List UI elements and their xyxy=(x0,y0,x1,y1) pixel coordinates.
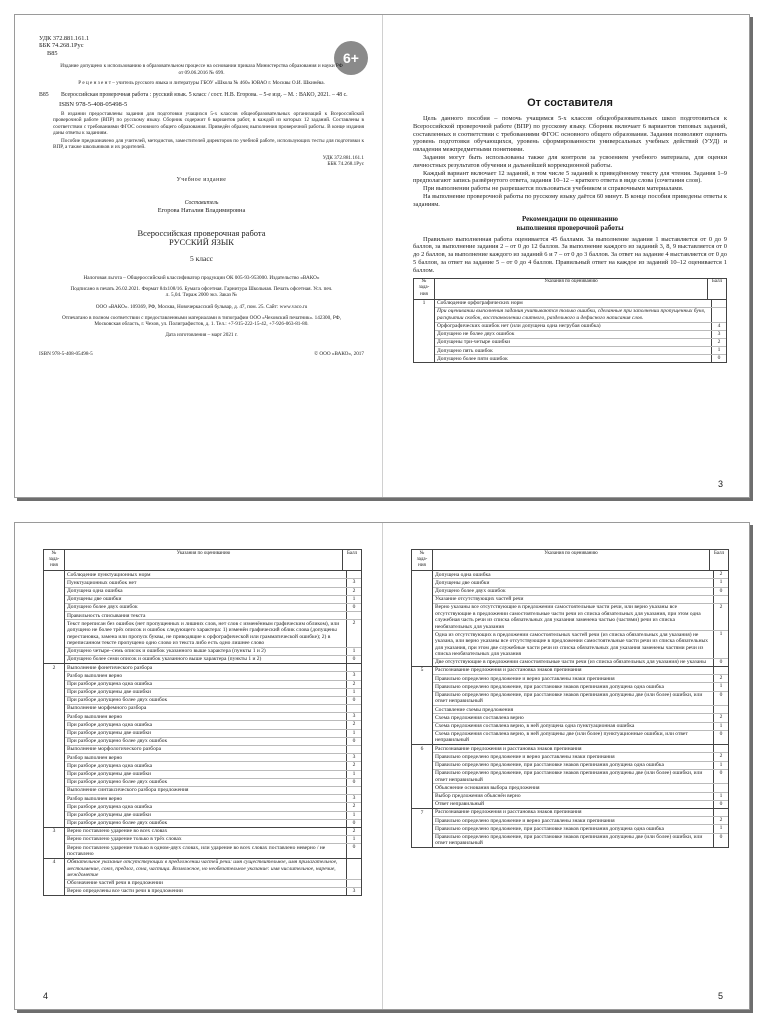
criterion-text: Правильно определено предложение и верно расставлены знаки препинания xyxy=(435,753,615,760)
task-criteria xyxy=(65,664,362,828)
criterion-text: Схема предложения составлена верно, в ней допущена одна пунктуационная ошибка xyxy=(435,722,635,729)
criterion-row xyxy=(435,300,726,308)
author-code-2: В85 xyxy=(39,92,49,99)
criterion-row xyxy=(433,801,728,808)
criterion-score: 1 xyxy=(711,347,726,354)
task-row xyxy=(44,827,362,858)
criterion-text: Правильность списывания текста xyxy=(67,612,146,619)
task-number: 2 xyxy=(44,664,65,828)
criterion-text: Выполнение морфологического разбора xyxy=(67,746,162,753)
criterion-text: Допущено более семи описок и ошибок указанного выше характера (пункты 1 и 2) xyxy=(67,656,262,663)
criterion-row xyxy=(433,683,728,691)
criterion-row xyxy=(65,820,361,827)
bottom-spread xyxy=(14,522,750,1010)
criterion-row xyxy=(65,596,361,604)
criterion-score: 2 xyxy=(346,803,361,810)
criterion-text: Допущены три-четыре ошибки xyxy=(437,339,511,346)
age-rating-badge: 6+ xyxy=(334,41,368,75)
criterion-row xyxy=(65,721,361,729)
preface-heading: От составителя xyxy=(527,97,613,109)
criterion-text: При разборе допущены две ошибки xyxy=(67,730,151,737)
criterion-text: Допущены две ошибки xyxy=(435,579,490,586)
criterion-row xyxy=(433,753,728,761)
criterion-score: 0 xyxy=(346,779,361,786)
criterion-row xyxy=(435,323,726,331)
criterion-row xyxy=(433,825,728,833)
criterion-text: Распознавание предложения и расстановка знаков препинания xyxy=(435,809,582,816)
criterion-text: Соблюдение пунктуационных норм xyxy=(67,571,151,578)
criterion-row xyxy=(65,620,361,647)
criterion-row xyxy=(65,713,361,721)
criterion-score: 3 xyxy=(346,579,361,586)
criterion-text: Верно поставлено ударение только в трёх словах xyxy=(67,836,182,843)
criterion-score: 0 xyxy=(713,801,728,808)
criterion-text: Допущено пять ошибок xyxy=(437,347,493,354)
task-row xyxy=(412,809,729,848)
criterion-row xyxy=(65,888,361,895)
criterion-score: 1 xyxy=(713,631,728,657)
criterion-text: Соблюдение орфографических норм xyxy=(437,300,523,307)
task-row xyxy=(44,664,362,828)
col-instructions: Указания по оцениванию xyxy=(435,278,708,299)
task-row xyxy=(412,666,729,744)
criterion-score xyxy=(713,784,728,791)
bbk-code-2: ББК 74.268.1Рус xyxy=(327,160,364,167)
task-criteria xyxy=(433,745,729,809)
criterion-score: 2 xyxy=(346,828,361,835)
scoring-table-page-5 xyxy=(411,549,729,848)
udk-code: УДК 372.881.161.1 xyxy=(39,35,90,42)
author-code: В85 xyxy=(47,49,58,57)
criterion-text: Правильно определено предложение, при расстановке знаков препинания допущены две (или более) ошибки, или ответ неправильный xyxy=(435,833,703,847)
criterion-text: Верно указаны все отсутствующие в предложении самостоятельные части речи, или верно указаны все отсутствующие в предложении самостоятельные части речи из списка обязательных для указания, при этом одна служебная часть речи из списка обязательных для указания заменена частью (частями) речи из списка необязательных для указания xyxy=(435,604,701,630)
edition-type: Учебное издание xyxy=(176,177,227,184)
criterion-text: Правильно определено предложение и верно расставлены знаки препинания xyxy=(435,817,615,824)
criterion-score: 2 xyxy=(346,620,361,646)
criterion-score: 2 xyxy=(713,675,728,682)
task-criteria xyxy=(435,299,727,363)
criterion-text: Верно поставлено ударение во всех словах xyxy=(67,828,168,835)
annotation-2: Пособие предназначено для учителей, методистов, заместителей директоров по учебной работе, использующих тесты для подготовки к ВПР, а также школьников и их родителей. xyxy=(53,138,364,151)
page-number: 5 xyxy=(717,991,723,1001)
criterion-row xyxy=(65,754,361,762)
criterion-text: Составление схемы предложения xyxy=(435,706,514,713)
task-criteria xyxy=(433,809,729,848)
scoring-page-5 xyxy=(383,523,749,1009)
criterion-score: 4 xyxy=(711,323,726,330)
criterion-row xyxy=(433,784,728,792)
criterion-row xyxy=(65,762,361,770)
page-number: 4 xyxy=(43,991,49,1001)
criterion-text: Объяснение основания выбора предложения xyxy=(435,784,540,791)
criterion-text: При разборе допущены две ошибки xyxy=(67,770,151,777)
criterion-score xyxy=(713,596,728,603)
criterion-row xyxy=(65,787,361,795)
criterion-text: Правильно определено предложение, при расстановке знаков препинания допущены две (или более) ошибки, или ответ неправильный xyxy=(435,691,703,705)
criterion-score xyxy=(711,308,726,322)
preface-page xyxy=(383,15,749,497)
task-number: 7 xyxy=(412,809,433,848)
criterion-row xyxy=(435,339,726,347)
criterion-text: Выполнение синтаксического разбора предложения xyxy=(67,787,189,794)
criterion-text: Две отсутствующие в предложении самостоятельные части речи (из списка обязательных для указания) не указаны xyxy=(435,659,706,666)
recommendations-title-line-2: выполнения проверочной работы xyxy=(516,223,624,232)
criterion-text: Ответ неправильный xyxy=(435,801,485,808)
task-number: 6 xyxy=(412,745,433,809)
criterion-text: Распознавание предложения и расстановка знаков препинания xyxy=(435,667,582,674)
task-criteria xyxy=(65,827,362,858)
criterion-row xyxy=(65,697,361,705)
criterion-score: 1 xyxy=(346,836,361,843)
criterion-row xyxy=(65,844,361,858)
isbn-bottom: ISBN 978-5-408-05498-5 xyxy=(39,350,93,357)
criterion-row xyxy=(65,648,361,656)
criterion-text: Допущено более пяти ошибок xyxy=(437,355,508,362)
criterion-score xyxy=(346,859,361,879)
criterion-text: Орфографических ошибок нет (или допущена одна негрубая ошибка) xyxy=(437,322,601,329)
criterion-score: 2 xyxy=(713,714,728,721)
criterion-row xyxy=(433,834,728,848)
criterion-score: 2 xyxy=(346,762,361,769)
task-criteria xyxy=(65,571,362,664)
criterion-text: Пунктуационных ошибок нет xyxy=(67,579,137,586)
criterion-score: 1 xyxy=(713,762,728,769)
criterion-row xyxy=(65,681,361,689)
criterion-row xyxy=(433,692,728,707)
criterion-score: 1 xyxy=(713,723,728,730)
criterion-text: Правильно определено предложение, при расстановке знаков препинания допущена одна ошибка xyxy=(435,825,664,832)
criterion-score: 0 xyxy=(713,659,728,666)
criterion-score xyxy=(713,706,728,713)
criterion-score xyxy=(346,705,361,712)
criterion-score xyxy=(713,745,728,752)
preface-paragraph-1: Цель данного пособия – помочь учащимся 5-х классов общеобразовательных школ подготовиться к Всероссийской проверочной работе (ВПР) по русскому языку. Сборник включает 6 вариантов типовых заданий, составленных в соответствии с требованиями ФГОС основного общего образования. Задания позволяют оценить уровень подготовки обучающихся, уровень сформированности универсальных учебных действий (УУД) и овладения межпредметными понятиями. xyxy=(413,115,727,154)
criterion-row xyxy=(65,859,361,880)
criterion-row xyxy=(433,770,728,785)
book-title: Всероссийская проверочная работа xyxy=(137,227,266,238)
col-score: Балл xyxy=(710,550,729,571)
scoring-table xyxy=(413,278,727,364)
criterion-row xyxy=(433,731,728,745)
criterion-row xyxy=(65,612,361,620)
criterion-score: 0 xyxy=(346,697,361,704)
tax-note: Налоговая льгота – Общероссийский классификатор продукции ОК 005-93-953000. Издательство «ВАКО» xyxy=(83,274,320,281)
criterion-row xyxy=(65,664,361,672)
criterion-text: Разбор выполнен верно xyxy=(67,754,123,761)
criterion-text: Одна из отсутствующих в предложении самостоятельных частей речи (из списка обязательных для указания) не указана, или верно указаны все отсутствующие в предложении самостоятельные части речи из списка обязательных для указания, при этом две служебные части речи из списка обязательных для указания заменены частями речи из списка необязательных для указания xyxy=(435,631,708,657)
task-row xyxy=(44,571,362,664)
criterion-score: 3 xyxy=(711,331,726,338)
criterion-score xyxy=(346,571,361,578)
preface-paragraph-6: Правильно выполненная работа оценивается 45 баллами. За выполнение задания 1 выставляется от 0 до 9 баллов, за выполнение задания 2 – от 0 до 12 баллов. За выполнение каждого из заданий 3, 8, 9 выставляется от 0 до 2 баллов, за выполнение каждого из заданий 6 и 7 – от 0 до 3 баллов. За ответ на задание 4 выставляется от 0 до 5 баллов, за ответ на задание 5 – от 0 до 4 баллов. Правильный ответ на каждое из заданий 10–12 оценивается 1 баллом. xyxy=(413,235,727,274)
criterion-score: 0 xyxy=(711,355,726,362)
criterion-row xyxy=(433,809,728,817)
criterion-text: Допущена одна ошибка xyxy=(67,587,123,594)
criterion-score: 0 xyxy=(713,588,728,595)
col-task-number: № зада-ния xyxy=(44,550,65,571)
criterion-text: Разбор выполнен верно xyxy=(67,713,123,720)
criterion-row xyxy=(65,836,361,844)
criterion-score: 0 xyxy=(713,692,728,706)
criterion-score: 2 xyxy=(713,817,728,824)
task-number xyxy=(44,571,65,664)
criterion-row xyxy=(433,675,728,683)
criterion-text: При оценивании выполнения задания учитываются только ошибки, сделанные при заполнении пропущенных букв, раскрытии скобок, восстановлении слитного, раздельного и дефисного написания слов. xyxy=(437,308,706,321)
criterion-row xyxy=(433,817,728,825)
criterion-row xyxy=(433,588,728,596)
criterion-score: 3 xyxy=(346,713,361,720)
criterion-row xyxy=(65,730,361,738)
criterion-text: При разборе допущена одна ошибка xyxy=(67,762,153,769)
task-row xyxy=(412,571,729,667)
criterion-score xyxy=(346,787,361,794)
criterion-score: 0 xyxy=(346,604,361,611)
criterion-row xyxy=(433,571,728,579)
criterion-row xyxy=(65,795,361,803)
criterion-row xyxy=(65,705,361,713)
criterion-row xyxy=(433,745,728,753)
criterion-text: При разборе допущено более двух ошибок xyxy=(67,738,168,745)
task-row xyxy=(44,858,362,895)
top-spread xyxy=(14,14,750,498)
imprint-page xyxy=(15,15,382,497)
criterion-row xyxy=(435,355,726,362)
task-criteria xyxy=(433,666,729,744)
criterion-text: Допущено четыре–семь описок и ошибок указанного выше характера (пункты 1 и 2) xyxy=(67,648,266,655)
book-subject: РУССКИЙ ЯЗЫК xyxy=(169,237,234,248)
criterion-score xyxy=(711,300,726,307)
criterion-text: Верно поставлено ударение только в одном-двух словах, или ударение во всех словах поставлено неверно / не поставлено xyxy=(67,844,326,858)
criterion-score: 2 xyxy=(713,571,728,578)
criterion-row xyxy=(433,579,728,587)
criterion-text: Указание отсутствующих частей речи xyxy=(435,596,524,603)
criterion-score: 1 xyxy=(713,579,728,586)
criterion-text: Текст переписан без ошибок (нет пропущенных и лишних слов, нет слов с изменённым графическим обликом), или допущено не более трёх описок и ошибок следующего характера: 1) изменён графический облик слова (допущены перестановка, замена или пропуск буквы, не приводящие к орфографической или грамматической ошибке); 2) в переписанном тексте пропущено одно слово из текста либо есть одно лишнее слово xyxy=(67,620,340,646)
task-number: 3 xyxy=(44,827,65,858)
page-number: 3 xyxy=(717,479,723,489)
criterion-score: 3 xyxy=(346,888,361,895)
criterion-text: Разбор выполнен верно xyxy=(67,795,123,802)
criterion-row xyxy=(433,667,728,675)
criterion-text: Правильно определено предложение, при расстановке знаков препинания допущены две (или более) ошибки, или ответ неправильный xyxy=(435,770,703,783)
col-score: Балл xyxy=(708,278,727,299)
criterion-score: 1 xyxy=(346,730,361,737)
criterion-text: При разборе допущена одна ошибка xyxy=(67,721,153,728)
criterion-score: 0 xyxy=(713,731,728,745)
criterion-text: Допущено не более двух ошибок xyxy=(437,331,515,338)
criterion-score: 1 xyxy=(346,812,361,819)
criterion-score xyxy=(713,809,728,816)
criterion-score: 1 xyxy=(713,825,728,832)
criterion-row xyxy=(65,579,361,587)
criterion-row xyxy=(435,308,726,323)
print-details: Подписано в печать 26.02.2021. Формат 84х108/16. Бумага офсетная. Гарнитура Школьная. Печать офсетная. Усл. печ. л. 5,04. Тираж 2000 экз. Заказ № xyxy=(70,285,333,299)
criterion-score xyxy=(346,746,361,753)
bbk-code: ББК 74.268.1Рус xyxy=(39,42,84,50)
criterion-score: 0 xyxy=(346,844,361,858)
criterion-score: 0 xyxy=(346,656,361,663)
criterion-score xyxy=(346,664,361,671)
criterion-text: Распознавание предложения и расстановка знаков препинания xyxy=(435,745,582,752)
criterion-row xyxy=(65,828,361,836)
criterion-row xyxy=(433,723,728,731)
preface-paragraph-2: Задания могут быть использованы также для контроля за усвоением учебного материала, для оценки личностных результатов обучения и дальнейшей коррекционной работы. xyxy=(413,153,727,169)
recommendations-title-line-1: Рекомендации по оцениванию xyxy=(521,214,619,223)
criterion-score: 0 xyxy=(713,770,728,784)
book-grade: 5 класс xyxy=(190,253,213,263)
criterion-row xyxy=(433,793,728,801)
criterion-score: 1 xyxy=(346,596,361,603)
publisher-address: ООО «ВАКО». 109369, РФ, Москва, Новочеркасский бульвар, д. 47, пом. 25. Сайт: www.vaco.ru xyxy=(95,303,308,310)
isbn: ISBN 978-5-408-05498-5 xyxy=(59,100,128,108)
approval-note: Издание допущено к использованию в образовательном процессе на основании приказа Министерства образования и науки РФ от 09.06.2016 № 699. xyxy=(60,63,343,76)
criterion-score: 3 xyxy=(346,672,361,679)
criterion-text: Схема предложения составлена верно xyxy=(435,714,524,721)
criterion-text: При разборе допущены две ошибки xyxy=(67,689,151,696)
criterion-score xyxy=(346,880,361,887)
col-task-number: № зада-ния xyxy=(412,550,433,571)
criterion-text: Допущено более двух ошибок xyxy=(67,604,138,611)
criterion-score: 2 xyxy=(713,753,728,760)
udk-code-2: УДК 372.881.161.1 xyxy=(322,154,364,161)
criterion-score xyxy=(713,667,728,674)
criterion-row xyxy=(65,803,361,811)
criterion-row xyxy=(433,596,728,604)
criterion-text: Правильно определено предложение, при расстановке знаков препинания допущена одна ошибка xyxy=(435,762,664,769)
criterion-text: Схема предложения составлена верно, в ней допущены две (или более) пунктуационные ошибки, или ответ неправильный xyxy=(435,731,688,744)
criterion-score: 1 xyxy=(713,683,728,690)
criterion-text: Обозначение частей речи в предложении xyxy=(67,880,163,887)
criterion-text: Допущено более двух ошибок xyxy=(435,587,506,594)
criterion-score: 2 xyxy=(713,604,728,630)
criterion-score: 2 xyxy=(346,721,361,728)
annotation-1: В издании предоставлены задания для подготовки учащихся 5-х классов общеобразовательных организаций к Всероссийской проверочной работе (ВПР) по русскому языку. Сборник содержит 6 вариантов работ, в каждой из которых 12 заданий. Составлены в соответствии с требованиями ФГОС основного общего образования. Приведён образец выполнения проверочной работы. В конце издания даны ответы к заданиям. xyxy=(53,110,364,136)
criterion-text: Правильно определено предложение и верно расставлены знаки препинания xyxy=(435,675,615,682)
criterion-row xyxy=(65,588,361,596)
criterion-text: При разборе допущена одна ошибка xyxy=(67,680,153,687)
criterion-score: 1 xyxy=(346,689,361,696)
scoring-table-page-4 xyxy=(43,549,362,896)
preface-paragraph-5: На выполнение проверочной работы по русскому языку даётся 60 минут. В конце пособия приведены ответы к заданиям. xyxy=(413,192,727,208)
printing-house: Отпечатано в полном соответствии с предоставленными материалами в типографии ООО «Чеховский печатник». 142300, РФ, Московская область, г. Чехов, ул. Полиграфистов, д. 1. Тел.: +7-915-222-15-42, +7-926-063-81-80. xyxy=(61,314,342,328)
criterion-score: 2 xyxy=(346,588,361,595)
compiler-label: Составитель xyxy=(184,200,219,207)
criterion-score: 2 xyxy=(711,339,726,346)
criterion-text: При разборе допущено более двух ошибок xyxy=(67,779,168,786)
task-number: 4 xyxy=(44,858,65,895)
criterion-score: 1 xyxy=(346,771,361,778)
col-score: Балл xyxy=(343,550,362,571)
criterion-row xyxy=(65,672,361,680)
criterion-score: 3 xyxy=(346,795,361,802)
criterion-text: При разборе допущена одна ошибка xyxy=(67,803,153,810)
criterion-text: Допущены две ошибки xyxy=(67,596,122,603)
task-row xyxy=(412,745,729,809)
criterion-score: 2 xyxy=(346,681,361,688)
col-instructions: Указания по оцениванию xyxy=(433,550,710,571)
criterion-score: 0 xyxy=(346,820,361,827)
criterion-text: Верно определены все части речи в предложении xyxy=(67,888,183,895)
criterion-score: 1 xyxy=(713,793,728,800)
task-number xyxy=(412,571,433,667)
manufacture-date: Дата изготовления – март 2021 г. xyxy=(165,332,238,339)
col-task-number: № зада-ния xyxy=(414,278,435,299)
criterion-text: Допущена одна ошибка xyxy=(435,571,491,578)
criterion-score xyxy=(346,612,361,619)
criterion-row xyxy=(433,631,728,658)
criterion-score: 1 xyxy=(346,648,361,655)
criterion-text: При разборе допущено более двух ошибок xyxy=(67,697,168,704)
criterion-row xyxy=(433,714,728,722)
criterion-text: При разборе допущено более двух ошибок xyxy=(67,820,168,827)
criterion-text: Выполнение морфемного разбора xyxy=(67,705,147,712)
criterion-row xyxy=(433,762,728,770)
criterion-row xyxy=(65,779,361,787)
preface-paragraph-4: При выполнении работы не разрешается пользоваться учебником и справочными материалами. xyxy=(423,185,684,193)
criterion-row xyxy=(65,604,361,612)
criterion-row xyxy=(65,812,361,820)
criterion-score: 3 xyxy=(346,754,361,761)
preface-paragraph-3: Каждый вариант включает 12 заданий, в том числе 5 заданий к приведённому тексту для чтения. Задания 1–9 предполагают запись развёрнутого ответа, задания 10–12 – краткого ответа в виде слова (сочетания слов). xyxy=(413,169,727,185)
col-instructions: Указания по оцениванию xyxy=(65,550,343,571)
criterion-text: Выбор предложения объяснён верно xyxy=(435,793,521,800)
criterion-text: При разборе допущены две ошибки xyxy=(67,811,151,818)
criterion-text: Разбор выполнен верно xyxy=(67,672,123,679)
criterion-row xyxy=(433,604,728,631)
task-number: 1 xyxy=(414,299,435,363)
criterion-row xyxy=(433,706,728,714)
task-criteria xyxy=(433,571,729,667)
criterion-row xyxy=(65,656,361,663)
recommendations-heading xyxy=(413,215,727,233)
criterion-row xyxy=(65,571,361,579)
task-number: 5 xyxy=(412,666,433,744)
scoring-page-4 xyxy=(15,523,382,1009)
criterion-row xyxy=(435,347,726,355)
criterion-text: Правильно определено предложение, при расстановке знаков препинания допущена одна ошибка xyxy=(435,683,664,690)
criterion-row xyxy=(433,659,728,666)
reviewer-note: Р е ц е н з е н т – учитель русского языка и литературы ГБОУ «Школа № 460» ЮВАО г. Москвы О.И. Шкинёва. xyxy=(78,79,325,86)
criterion-row xyxy=(65,771,361,779)
compiler-name: Егорова Наталия Владимировна xyxy=(157,206,246,214)
criterion-text: Обязательное указание отсутствующих в предложении частей речи: имя существительное, имя прилагательное, местоимение, союз, предлог, сона, частица. Возможное, но необязательное указание: имя числительное, наречие, междометие xyxy=(67,859,338,879)
criterion-row xyxy=(65,689,361,697)
copyright: © ООО «ВАКО», 2017 xyxy=(314,350,364,357)
criterion-row xyxy=(65,738,361,746)
criterion-row xyxy=(65,880,361,888)
criterion-score: 0 xyxy=(346,738,361,745)
criterion-row xyxy=(435,331,726,339)
bibliographic-record: Всероссийская проверочная работа : русский язык. 5 класс / сост. Н.В. Егорова. – 5-е изд. – М. : ВАКО, 2021. – 48 с. xyxy=(61,92,348,99)
criterion-text: Выполнение фонетического разбора xyxy=(67,664,153,671)
task-criteria xyxy=(65,858,362,895)
criterion-row xyxy=(65,746,361,754)
criterion-score: 0 xyxy=(713,834,728,848)
